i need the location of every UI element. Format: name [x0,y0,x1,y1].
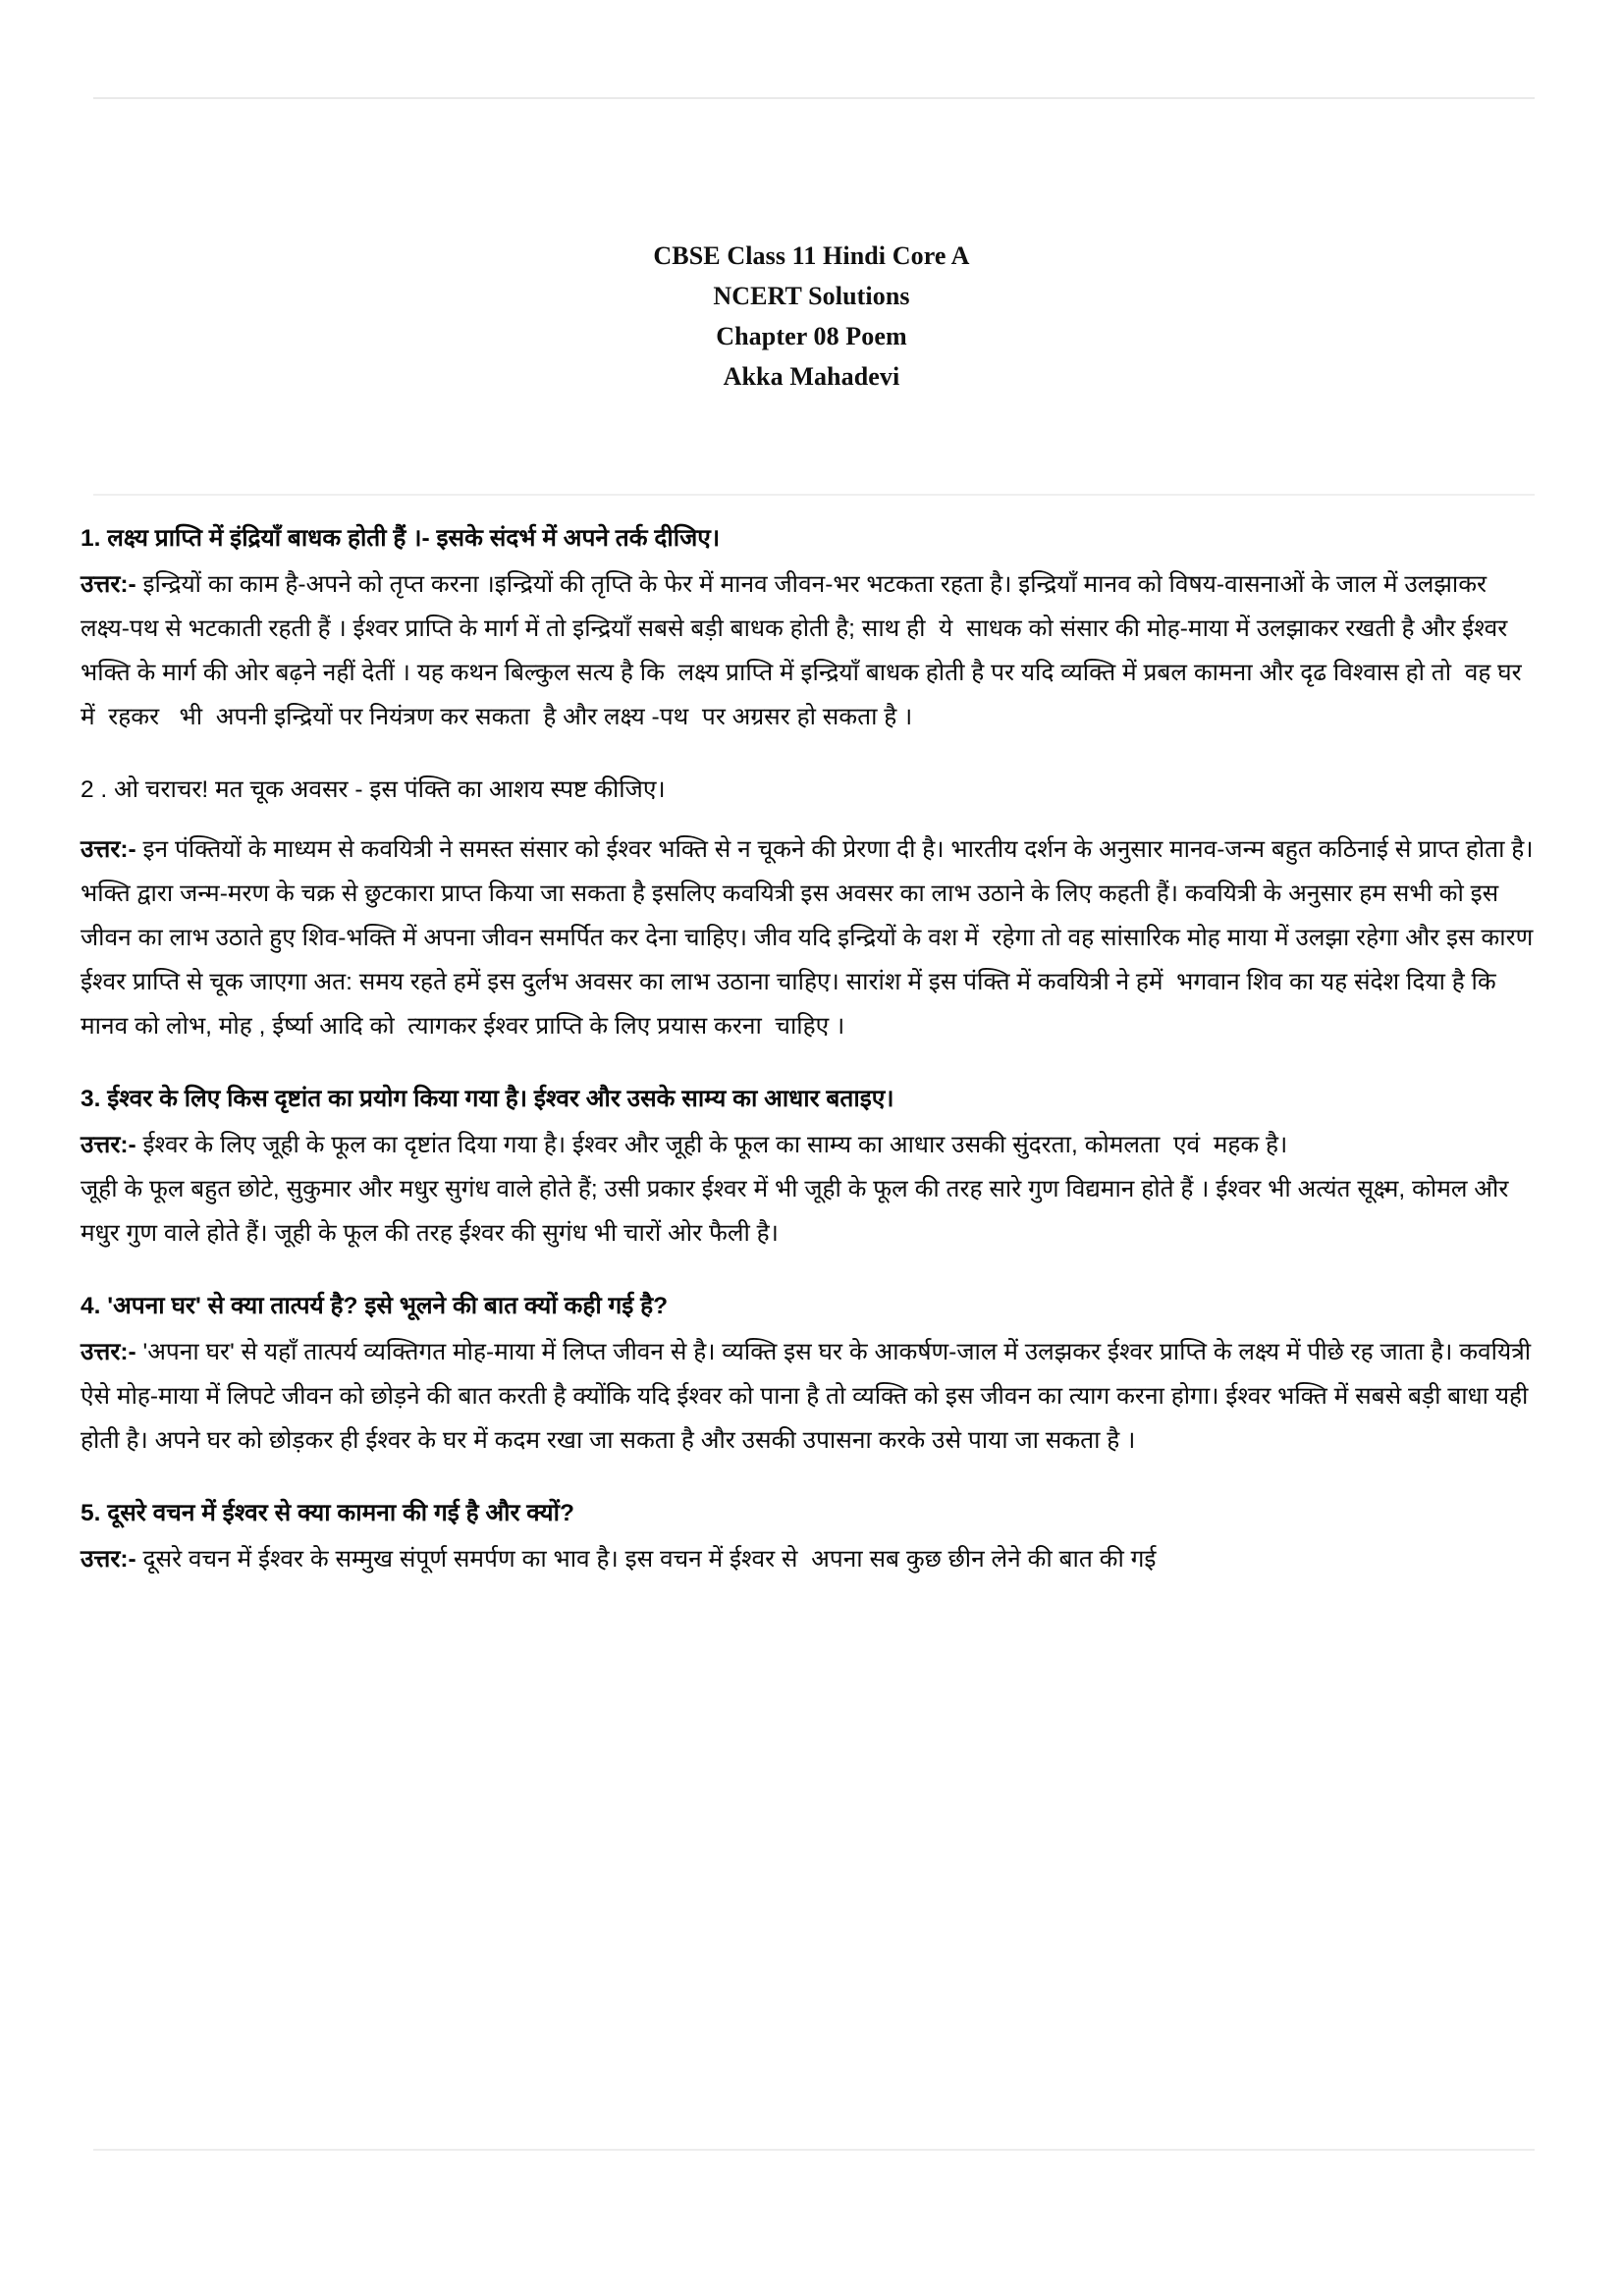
section-spacer [81,739,1534,769]
qa-block-3 [81,1078,1534,1255]
footer-divider-rule [93,2149,1535,2151]
qa-block-1 [81,517,1534,739]
qa-block-2 [81,769,1541,1048]
question-heading-2: 2 . ओ चराचर! मत चूक अवसर - इस पंक्ति का आशय स्पष्ट कीजिए। [81,776,666,803]
answer-paragraph-1 [81,562,1534,739]
section-spacer [81,1048,1534,1078]
answer-paragraph-4 [81,1330,1538,1463]
header-divider-rule [93,97,1535,99]
title-line-1: CBSE Class 11 Hindi Core A [653,241,970,270]
question-heading-1: 1. लक्ष्य प्राप्ति में इंद्रियाँ बाधक होती हैं ।- इसके संदर्भ में अपने तर्क दीजिए। [81,525,721,552]
qa-block-5 [81,1492,1534,1581]
answer-paragraph-3 [81,1123,1534,1167]
title-line-3: Chapter 08 Poem [716,322,907,350]
answer-text-4: 'अपना घर' से यहाँ तात्पर्य व्यक्तिगत मोह-माया में लिप्त जीवन से है। व्यक्ति इस घर के आकर्षण-जाल में उलझकर ईश्वर प्राप्ति के लक्ष्य में पीछे रह जाता है। कवयित्री ऐसे मोह-माया में लिपटे जीवन को छोड़ने की बात करती है क्योंकि यदि ईश्वर को पाना है तो व्यक्ति को इस जीवन का त्याग करना होगा। ईश्वर भक्ति में सबसे बड़ी बाधा यही होती है। अपने घर को छोड़कर ही ईश्वर के घर में कदम रखा जा सकता है और उसकी उपासना करके उसे पाया जा सकता है । [81,1339,1538,1454]
answer-paragraph-3-extra: जूही के फूल बहुत छोटे, सुकुमार और मधुर सुगंध वाले होते हैं; उसी प्रकार ईश्वर में भी जूही के फूल की तरह सारे गुण विद्यमान होते हैं । ईश्वर भी अत्यंत सूक्ष्म, कोमल और मधुर गुण वाले होते हैं। जूही के फूल की तरह ईश्वर की सुगंध भी चारों ओर फैली है। [81,1176,1516,1247]
title-line-4: Akka Mahadevi [723,362,900,391]
qa-content [81,517,1541,1581]
answer-text-2: इन पंक्तियों के माध्यम से कवयित्री ने समस्त संसार को ईश्वर भक्ति से न चूकने की प्रेरणा दी है। भारतीय दर्शन के अनुसार मानव-जन्म बहुत कठिनाई से प्राप्त होता है। भक्ति द्वारा जन्म-मरण के चक्र से छुटकारा प्राप्त किया जा सकता है इसलिए कवयित्री इस अवसर का लाभ उठाने के लिए कहती हैं। कवयित्री के अनुसार हम सभी को इस जीवन का लाभ उठाते हुए शिव-भक्ति में अपना जीवन समर्पित कर देना चाहिए। जीव यदि इन्द्रियों के वश में रहेगा तो वह सांसारिक मोह माया में उलझा रहेगा और इस कारण ईश्वर प्राप्ति से चूक जाएगा अत: समय रहते हमें इस दुर्लभ अवसर का लाभ उठाना चाहिए। सारांश में इस पंक्ति में कवयित्री ने हमें भगवान शिव का यह संदेश दिया है कि मानव को लोभ, मोह , ईर्ष्या आदि को त्यागकर ईश्वर प्राप्ति के लिए प्रयास करना चाहिए । [81,836,1541,1040]
question-answer-gap [81,814,1534,828]
answer-label-4: उत्तर:- [81,1339,136,1365]
answer-text-5: दूसरे वचन में ईश्वर के सम्मुख संपूर्ण समर्पण का भाव है। इस वचन में ईश्वर से अपना सब कुछ छीन लेने की बात की गई [135,1546,1157,1573]
answer-text-3: ईश्वर के लिए जूही के फूल का दृष्टांत दिया गया है। ईश्वर और जूही के फूल का साम्य का आधार उसकी सुंदरता, कोमलता एवं महक है। [135,1132,1288,1158]
title-divider-rule [93,494,1535,496]
answer-label-1: उत्तर:- [81,571,136,598]
title-line-2: NCERT Solutions [713,282,910,310]
answer-label-5: उत्तर:- [81,1546,136,1573]
section-spacer [81,1255,1534,1285]
answer-paragraph-2 [81,828,1541,1048]
question-heading-4: 4. 'अपना घर' से क्या तात्पर्य है? इसे भूलने की बात क्यों कही गई है? [81,1293,669,1319]
answer-label-3: उत्तर:- [81,1132,136,1158]
document-title-block [0,236,1623,397]
answer-text-1: इन्द्रियों का काम है-अपने को तृप्त करना ।इन्द्रियों की तृप्ति के फेर में मानव जीवन-भर भटकता रहता है। इन्द्रियाँ मानव को विषय-वासनाओं के जाल में उलझाकर लक्ष्य-पथ से भटकाती रहती हैं । ईश्वर प्राप्ति के मार्ग में तो इन्द्रियाँ सबसे बड़ी बाधक होती है; साथ ही ये साधक को संसार की मोह-माया में उलझाकर रखती है और ईश्वर भक्ति के मार्ग की ओर बढ़ने नहीं देतीं । यह कथन बिल्कुल सत्य है कि लक्ष्य प्राप्ति में इन्द्रियाँ बाधक होती है पर यदि व्यक्ति में प्रबल कामना और दृढ विश्वास हो तो वह घर में रहकर भी अपनी इन्द्रियों पर नियंत्रण कर सकता है और लक्ष्य -पथ पर अग्रसर हो सकता है । [81,571,1529,730]
section-spacer [81,1463,1534,1492]
question-heading-3: 3. ईश्वर के लिए किस दृष्टांत का प्रयोग किया गया है। ईश्वर और उसके साम्य का आधार बताइए। [81,1086,894,1112]
answer-label-2: उत्तर:- [81,836,136,863]
question-heading-5: 5. दूसरे वचन में ईश्वर से क्या कामना की गई है और क्यों? [81,1500,574,1526]
answer-paragraph-5 [81,1537,1534,1581]
qa-block-4 [81,1285,1538,1463]
